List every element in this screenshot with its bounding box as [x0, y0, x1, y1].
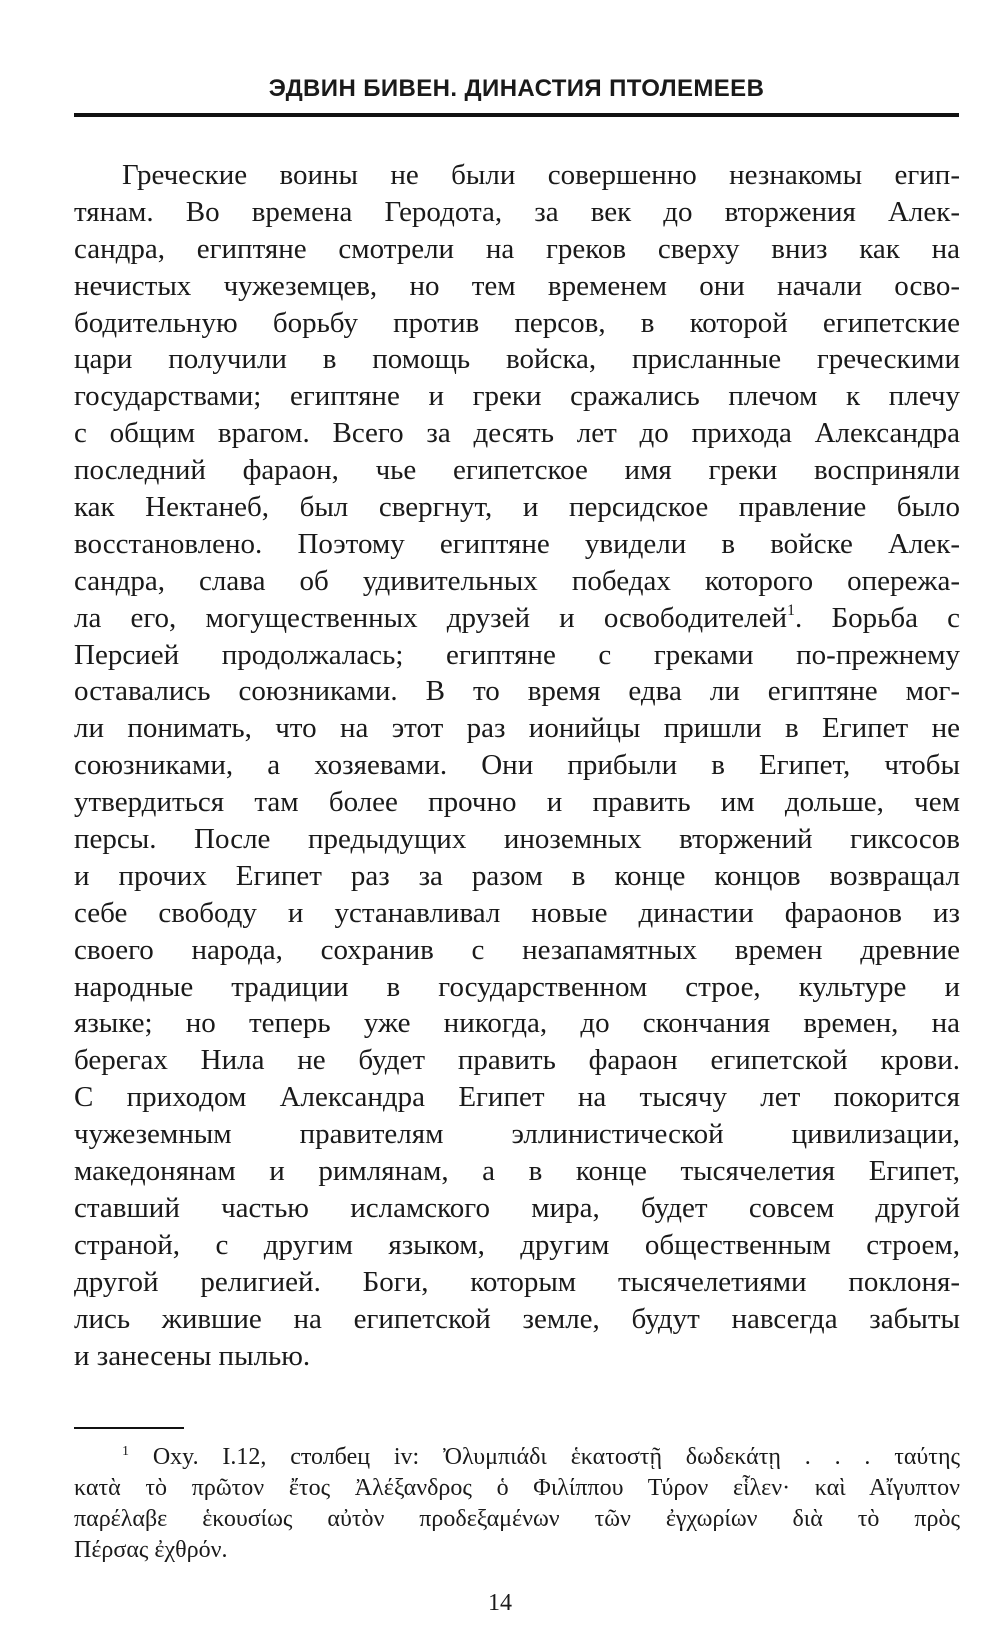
text-line: бодительную борьбу против персов, в которой египетские	[74, 306, 960, 339]
footnote-text: Oxy. I.12, столбец iv: Ὀλυμπιάδι ἑκατοστῇ δωδεκάτῃ . . . ταύτης	[152, 1444, 960, 1470]
footnote-reference: 1	[787, 601, 796, 619]
text-line: восстановлено. Поэтому египтяне увидели в войске Алек-	[74, 527, 960, 560]
text-line: тянам. Во времена Геродота, за век до вторжения Алек-	[74, 195, 960, 228]
text-line: себе свободу и устанавливал новые династии фараонов из	[74, 896, 960, 929]
text-line: другой религией. Боги, которым тысячелетиями поклоня-	[74, 1265, 960, 1298]
text-line: Персией продолжалась; египтяне с греками по-прежнему	[74, 638, 960, 671]
text-line: ли понимать, что на этот раз ионийцы пришли в Египет не	[74, 712, 960, 745]
text-line: Греческие воины не были совершенно незнакомы егип-	[122, 159, 960, 191]
text-line: чужеземным правителям эллинистической цивилизации,	[74, 1118, 960, 1151]
page-number: 14	[488, 1590, 512, 1616]
footnote-rule	[74, 1427, 184, 1429]
text-line: как Нектанеб, был свергнут, и персидское правление было	[74, 491, 960, 524]
text-line: своего народа, сохранив с незапамятных времен древние	[74, 933, 960, 966]
text-segment: . Борьба с	[795, 601, 960, 634]
text-line: с общим врагом. Всего за десять лет до прихода Александра	[74, 417, 960, 450]
running-head: ЭДВИН БИВЕН. ДИНАСТИЯ ПТОЛЕМЕЕВ	[268, 75, 765, 102]
footnote-mark: 1	[122, 1444, 129, 1459]
text-line: страной, с другим языком, другим общественным строем,	[74, 1228, 960, 1261]
footnote	[74, 1442, 960, 1566]
header-rule	[74, 113, 959, 117]
footnote-line: κατὰ τὸ πρῶτον ἔτος Ἀλέξανδρος ὁ Φιλίππου Τύρον εἷλεν· καὶ Αἴγυπτον	[74, 1475, 960, 1501]
text-line: лись жившие на египетской земле, будут навсегда забыты	[74, 1302, 960, 1335]
footnote-line: παρέλαβε ἑκουσίως αὐτὸν προδεξαμένων τῶν ἐγχωρίων διὰ τὸ πρὸς	[74, 1506, 960, 1532]
text-line: языке; но теперь уже никогда, до скончания времен, на	[74, 1007, 960, 1040]
footnote-line: Πέρσας ἐχθρόν.	[74, 1537, 228, 1563]
text-line: народные традиции в государственном строе, культуре и	[74, 970, 960, 1003]
text-line: оставались союзниками. В то время едва ли египтяне мог-	[74, 675, 960, 708]
text-line: нечистых чужеземцев, но тем временем они начали осво-	[74, 269, 960, 302]
text-line: македонянам и римлянам, а в конце тысячелетия Египет,	[74, 1155, 960, 1188]
footnote-line	[74, 1442, 960, 1473]
text-line: персы. После предыдущих иноземных вторжений гиксосов	[74, 823, 960, 856]
text-line: утвердиться там более прочно и править им дольше, чем	[74, 786, 960, 819]
text-line: берегах Нила не будет править фараон египетской крови.	[74, 1044, 960, 1077]
text-segment: ла его, могущественных друзей и освободителей	[74, 601, 788, 634]
text-line: и занесены пылью.	[74, 1339, 311, 1372]
text-line: сандра, слава об удивительных победах которого опережа-	[74, 564, 960, 597]
text-line: и прочих Египет раз за разом в конце концов возвращал	[74, 859, 960, 892]
text-line: союзниками, а хозяевами. Они прибыли в Египет, чтобы	[74, 749, 960, 782]
text-line: цари получили в помощь войска, присланные греческими	[74, 343, 960, 376]
main-paragraph	[74, 157, 960, 1374]
text-line: С приходом Александра Египет на тысячу лет покорится	[74, 1081, 960, 1114]
text-line: государствами; египтяне и греки сражались плечом к плечу	[74, 380, 960, 413]
text-line: последний фараон, чье египетское имя греки восприняли	[74, 454, 960, 487]
text-line: сандра, египтяне смотрели на греков сверху вниз как на	[74, 232, 960, 265]
text-line: ставший частью исламского мира, будет совсем другой	[74, 1191, 960, 1224]
text-line-with-footnote-ref	[74, 600, 960, 637]
